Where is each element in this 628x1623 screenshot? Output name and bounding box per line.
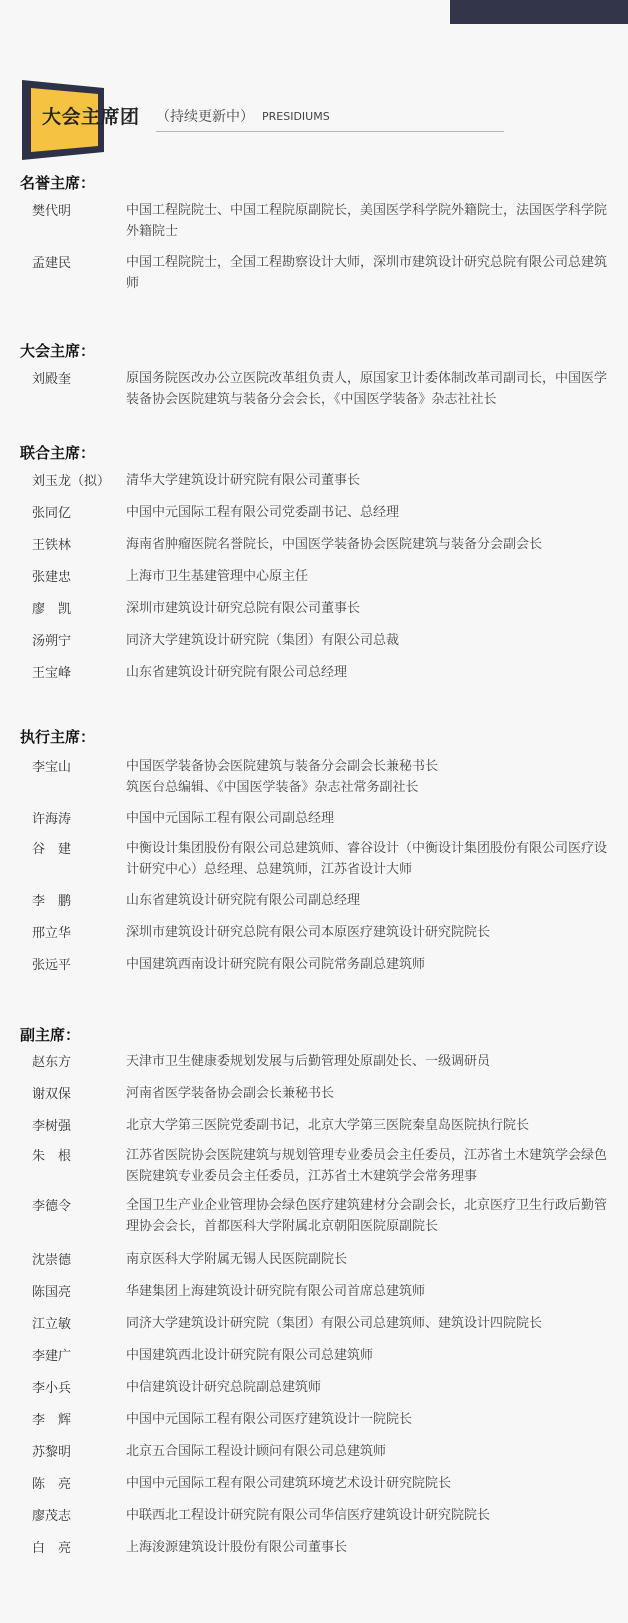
member-name: 白 亮 — [32, 1541, 72, 1556]
member-description: 上海浚源建筑设计股份有限公司董事长 — [126, 1540, 348, 1555]
member-description: 同济大学建筑设计研究院（集团）有限公司总建筑师、建筑设计四院院长 — [126, 1316, 543, 1331]
member-name: 李小兵 — [32, 1381, 72, 1396]
member-description: 中国工程院院士，全国工程勘察设计大师，深圳市建筑设计研究总院有限公司总建筑师 — [126, 255, 608, 291]
member-name: 李宝山 — [32, 760, 72, 775]
member-description: 中国中元国际工程有限公司副总经理 — [126, 811, 335, 826]
member-name: 赵东方 — [32, 1055, 72, 1070]
section-title: 大会主席： — [20, 342, 96, 360]
member-name: 谷 建 — [32, 842, 72, 857]
member-description: 山东省建筑设计研究院有限公司副总经理 — [126, 893, 361, 908]
member-name: 许海涛 — [32, 812, 72, 827]
member-name: 王宝峰 — [32, 666, 72, 681]
member-name: 孟建民 — [32, 256, 72, 271]
member-name: 江立敏 — [32, 1317, 72, 1332]
member-description: 中国医学装备协会医院建筑与装备分会副会长兼秘书长 — [126, 759, 439, 774]
header-title: 大会主席团 — [42, 106, 140, 128]
member-description: 山东省建筑设计研究院有限公司总经理 — [126, 665, 348, 680]
presidiums-header — [22, 80, 482, 160]
member-name: 樊代明 — [32, 204, 72, 219]
member-name: 李 鹏 — [32, 894, 72, 909]
section-title: 联合主席： — [20, 444, 96, 462]
member-name: 谢双保 — [32, 1087, 72, 1102]
member-description: 中国建筑西北设计研究院有限公司总建筑师 — [126, 1348, 374, 1363]
member-name: 张同亿 — [32, 506, 72, 521]
member-description: 清华大学建筑设计研究院有限公司董事长 — [126, 473, 361, 488]
member-name: 廖 凯 — [32, 602, 72, 617]
member-name: 陈 亮 — [32, 1477, 72, 1492]
member-name: 朱 根 — [32, 1149, 72, 1164]
member-description: 中国中元国际工程有限公司建筑环境艺术设计研究院院长 — [126, 1476, 452, 1491]
member-description: 中国中元国际工程有限公司党委副书记、总经理 — [126, 505, 400, 520]
member-description: 深圳市建筑设计研究总院有限公司本原医疗建筑设计研究院院长 — [126, 925, 491, 940]
member-description: 全国卫生产业企业管理协会绿色医疗建筑建材分会副会长，北京医疗卫生行政后勤管理协会会长，首都医科大学附属北京朝阳医院原副院长 — [126, 1198, 608, 1234]
member-description: 华建集团上海建筑设计研究院有限公司首席总建筑师 — [126, 1284, 426, 1299]
member-name: 李建广 — [32, 1349, 72, 1364]
member-description: 中衡设计集团股份有限公司总建筑师、睿谷设计（中衡设计集团股份有限公司医疗设计研究中心）总经理、总建筑师，江苏省设计大师 — [126, 841, 608, 877]
member-name: 张建忠 — [32, 570, 72, 585]
section-title: 执行主席： — [20, 728, 96, 746]
member-description: 北京五合国际工程设计顾问有限公司总建筑师 — [126, 1444, 387, 1459]
member-name: 李德令 — [32, 1199, 72, 1214]
member-name: 苏黎明 — [32, 1445, 72, 1460]
member-name: 李 辉 — [32, 1413, 72, 1428]
member-description-line2: 筑医台总编辑、《中国医学装备》杂志社常务副社长 — [126, 780, 419, 795]
member-name: 邢立华 — [32, 926, 72, 941]
member-description: 河南省医学装备协会副会长兼秘书长 — [126, 1086, 335, 1101]
header-subtitle-en: PRESIDIUMS — [262, 110, 330, 123]
member-description: 深圳市建筑设计研究总院有限公司董事长 — [126, 601, 361, 616]
member-description: 中信建筑设计研究总院副总建筑师 — [126, 1380, 322, 1395]
member-description: 南京医科大学附属无锡人民医院副院长 — [126, 1252, 348, 1267]
member-name: 刘玉龙（拟） — [32, 474, 111, 489]
member-description: 中国中元国际工程有限公司医疗建筑设计一院院长 — [126, 1412, 413, 1427]
member-description: 同济大学建筑设计研究院（集团）有限公司总裁 — [126, 633, 400, 648]
member-name: 刘殿奎 — [32, 372, 72, 387]
top-accent-bar — [450, 0, 628, 24]
member-name: 王铁林 — [32, 538, 72, 553]
member-name: 张远平 — [32, 958, 72, 973]
member-description: 江苏省医院协会医院建筑与规划管理专业委员会主任委员，江苏省土木建筑学会绿色医院建筑专业委员会主任委员，江苏省土木建筑学会常务理事 — [126, 1148, 608, 1184]
member-description: 中国工程院院士、中国工程院原副院长，美国医学科学院外籍院士，法国医学科学院外籍院士 — [126, 203, 608, 239]
member-name: 陈国亮 — [32, 1285, 72, 1300]
section-title: 名誉主席： — [20, 174, 96, 192]
member-description: 中联西北工程设计研究院有限公司华信医疗建筑设计研究院院长 — [126, 1508, 491, 1523]
header-divider — [156, 131, 504, 132]
member-description: 海南省肿瘤医院名誉院长，中国医学装备协会医院建筑与装备分会副会长 — [126, 537, 543, 552]
section-title: 副主席： — [20, 1026, 81, 1044]
member-description: 上海市卫生基建管理中心原主任 — [126, 569, 309, 584]
member-name: 廖茂志 — [32, 1509, 72, 1524]
member-description: 原国务院医改办公立医院改革组负责人，原国家卫计委体制改革司副司长，中国医学装备协会医院建筑与装备分会会长，《中国医学装备》杂志社社长 — [126, 371, 608, 407]
member-description: 天津市卫生健康委规划发展与后勤管理处原副处长、一级调研员 — [126, 1054, 491, 1069]
member-name: 李树强 — [32, 1119, 72, 1134]
member-description: 中国建筑西南设计研究院有限公司院常务副总建筑师 — [126, 957, 426, 972]
member-name: 沈崇德 — [32, 1253, 72, 1268]
member-description: 北京大学第三医院党委副书记，北京大学第三医院秦皇岛医院执行院长 — [126, 1118, 530, 1133]
header-subtitle: （持续更新中） — [156, 109, 254, 125]
member-name: 汤朔宁 — [32, 634, 72, 649]
